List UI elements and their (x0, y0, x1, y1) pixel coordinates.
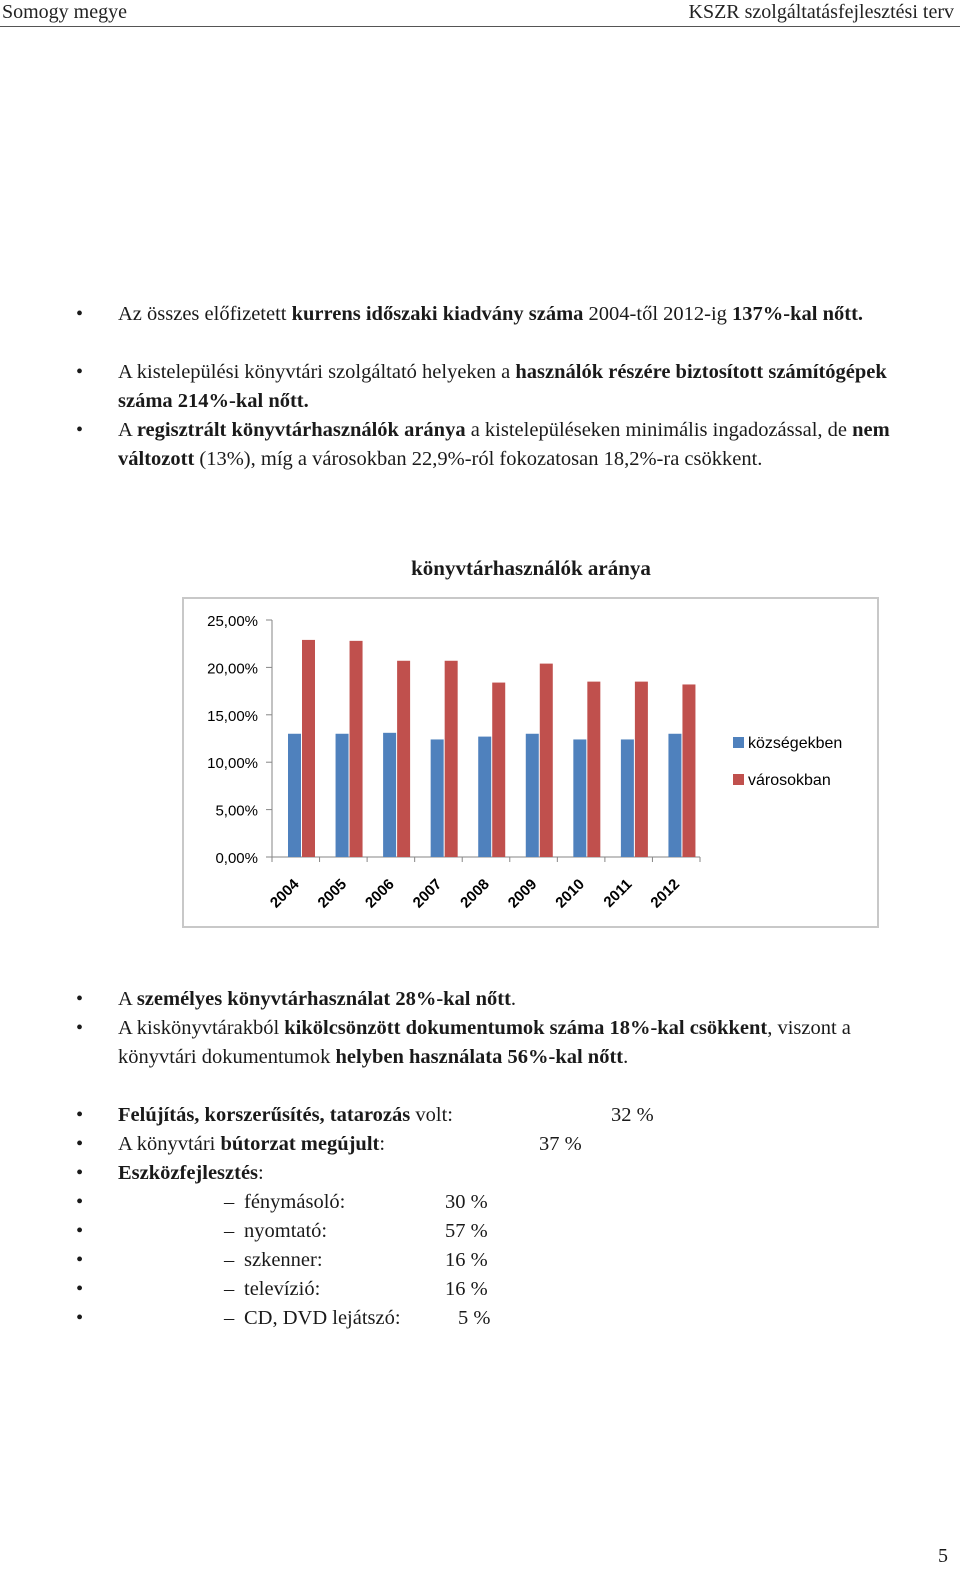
chart-frame (182, 597, 879, 928)
device-value: 30 % (445, 1191, 488, 1213)
bullet-text (118, 358, 918, 416)
text-run: A kiskönyvtárakból (118, 1017, 285, 1039)
device-value: 16 % (445, 1278, 488, 1300)
x-tick-label: 2012 (647, 875, 684, 912)
bullet-list-top (0, 300, 960, 503)
x-tick-label: 2010 (552, 875, 588, 912)
device-label: nyomtató: (244, 1220, 328, 1242)
y-tick-label: 0,00% (215, 850, 258, 867)
text-run: . (623, 1046, 629, 1068)
device-label: televízió: (244, 1278, 321, 1300)
bold-text: személyes könyvtárhasználat 28%-kal nőtt (136, 988, 511, 1010)
chart-title: könyvtárhasználók aránya (411, 556, 651, 580)
bold-text: használók részére biztosított számítógépek száma 214%-kal nőtt. (118, 361, 887, 412)
y-tick-label: 25,00% (207, 613, 258, 630)
bullet-text (118, 300, 918, 329)
bold-text: nem változott (118, 419, 890, 470)
y-tick-label: 15,00% (207, 707, 258, 725)
list-item: • A kistelepülési könyvtári szolgáltató helyeken a használók részére biztosított számítógépek száma 214%-kal nőtt. (0, 358, 960, 416)
bullet-list-mid (0, 985, 960, 1072)
bold-text: kikölcsönzött dokumentumok száma 18%-kal csökkent (284, 1017, 768, 1039)
text-run: (13%), míg a városokban 22,9%-ról fokozatosan 18,2%-ra csökkent. (194, 448, 763, 470)
page-number: 5 (938, 1545, 948, 1567)
device-label: szkenner: (244, 1249, 323, 1271)
list-item: • A kiskönyvtárakból kikölcsönzött dokumentumok száma 18%-kal csökkent, viszont a könyvtári dokumentumok helyben használata 56%-kal nőtt. (0, 1014, 960, 1072)
legend-label: városokban (748, 772, 831, 789)
x-tick-label: 2004 (266, 875, 303, 912)
stat-value: 32 % (611, 1104, 654, 1126)
list-item: • Az összes előfizetett kurrens időszaki kiadvány száma 2004-től 2012-ig 137%-kal nőtt. (0, 300, 960, 358)
list-item: • A személyes könyvtárhasználat 28%-kal nőtt. (0, 985, 960, 1014)
bold-text: regisztrált könyvtárhasználók aránya (136, 419, 466, 441)
x-tick-label: 2009 (504, 875, 541, 912)
text-run: A (118, 419, 137, 441)
header-left: Somogy megye (2, 1, 127, 23)
text-run: A (118, 988, 137, 1010)
stat-value: 37 % (539, 1133, 582, 1155)
list-item: • A regisztrált könyvtárhasználók aránya a kistelepüléseken minimális ingadozással, de nem változott (13%), míg a városokban 22,9%-ról fokozatosan 18,2%-ra csökkent. (0, 416, 960, 503)
x-tick-label: 2007 (409, 875, 446, 912)
stat-label: Felújítás, korszerűsítés, tatarozás volt: (118, 1104, 453, 1126)
text-run: a kistelepüléseken minimális ingadozással, de (465, 419, 853, 441)
x-tick-label: 2011 (600, 875, 636, 911)
y-tick-label: 20,00% (207, 660, 258, 678)
header-right: KSZR szolgáltatásfejlesztési terv (688, 1, 954, 23)
y-tick-label: 5,00% (215, 802, 258, 820)
bold-text: 137%-kal nőtt. (732, 303, 864, 325)
x-tick-label: 2006 (362, 875, 398, 912)
stat-label: Eszközfejlesztés: (118, 1162, 264, 1184)
device-value: 16 % (445, 1249, 488, 1271)
device-label: fénymásoló: (244, 1191, 346, 1213)
text-run: Az összes előfizetett (118, 303, 292, 325)
text-run: , viszont a könyvtári dokumentumok (118, 1017, 851, 1068)
y-tick-label: 10,00% (207, 755, 258, 773)
text-run: . (510, 988, 517, 1010)
device-label: CD, DVD lejátszó: (244, 1307, 401, 1329)
bold-text: kurrens időszaki kiadvány száma (291, 303, 584, 325)
text-run: A kistelepülési könyvtári szolgáltató helyeken a (118, 361, 516, 383)
page-header (0, 0, 960, 27)
text-run: 2004-től 2012-ig (583, 303, 733, 325)
bold-text: helyben használata 56%-kal nőtt (335, 1046, 624, 1068)
device-value: 5 % (458, 1307, 491, 1329)
legend-label: községekben (748, 735, 843, 752)
x-tick-label: 2005 (314, 875, 351, 912)
bullet-text (118, 1014, 918, 1072)
bullet-text (118, 416, 918, 474)
x-tick-label: 2008 (457, 875, 493, 912)
bullet-text (118, 985, 918, 1014)
stat-label: A könyvtári bútorzat megújult: (118, 1133, 386, 1155)
device-value: 57 % (445, 1220, 488, 1242)
